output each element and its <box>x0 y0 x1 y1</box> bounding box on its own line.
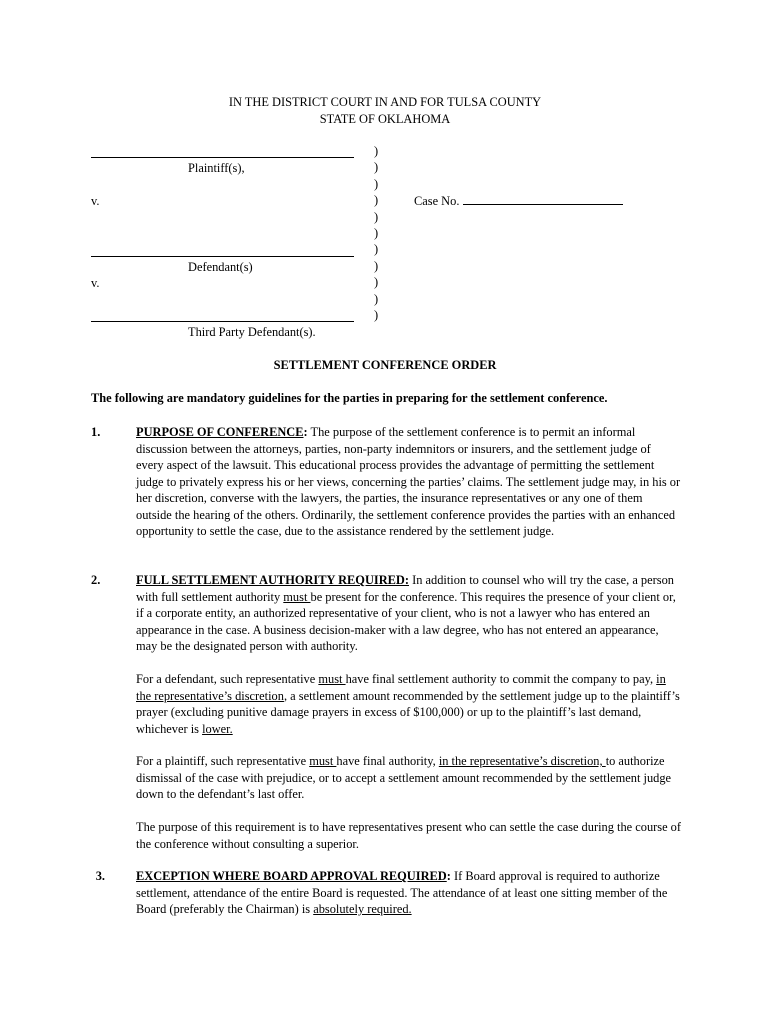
paren: ) <box>374 275 379 290</box>
versus-label-2: v. <box>91 276 100 290</box>
paren: ) <box>374 226 379 241</box>
section-text: to authorize dismissal of the case with prejudice, or to accept a settlement amount recommended by the settlement judge down to the defendant’s last offer. <box>136 754 672 801</box>
heading-colon: : <box>303 425 308 439</box>
emphasis-text: in the representative’s discretion <box>136 672 666 703</box>
defendant-name-line[interactable] <box>91 256 354 257</box>
section-authority <box>136 572 681 655</box>
paren: ) <box>374 291 379 306</box>
paren: ) <box>374 144 379 158</box>
intro-statement: The following are mandatory guidelines for the parties in preparing for the settlement conference. <box>91 391 608 405</box>
section-text: have final settlement authority to commit the company to pay, <box>345 672 657 686</box>
purpose-requirement-paragraph <box>136 819 681 852</box>
section-number: 2. <box>91 573 101 587</box>
emphasis-text: absolutely required. <box>313 902 412 916</box>
heading-colon: : <box>446 869 451 883</box>
plaintiff-label: Plaintiff(s), <box>188 161 245 175</box>
section-number: 3. <box>95 869 105 883</box>
defendant-representative-paragraph <box>136 671 681 737</box>
paren: ) <box>374 209 379 224</box>
court-name: IN THE DISTRICT COURT IN AND FOR TULSA COUNTY <box>228 95 542 109</box>
court-header <box>0 94 770 128</box>
section-heading: FULL SETTLEMENT AUTHORITY REQUIRED: <box>136 573 409 587</box>
section-text: , a settlement amount recommended by the settlement judge up to the plaintiff’s prayer (excluding punitive damage prayers in excess of $100,000) or up to the plaintiff’s last demand, whichever is <box>136 688 680 736</box>
section-text: be present for the conference. This requires the presence of your client or, if a corporate entity, an authorized representative of your client, who is not a lawyer who has entered an appearance in the case. A business decision-maker with a law degree, who has not entered an appearance, may be the designated person with authority. <box>136 589 676 653</box>
section-text: The purpose of this requirement is to have representatives present who can settle the case during the course of the conference without consulting a superior. <box>136 820 682 851</box>
paren: ) <box>374 308 379 323</box>
section-text: For a plaintiff, such representative <box>136 754 310 768</box>
third-party-name-line[interactable] <box>91 321 354 322</box>
section-text: If Board approval is required to authorize settlement, attendance of the entire Board is requested. The attendance of at least one sitting member of the Board (preferably the Chairman) is <box>136 869 668 916</box>
case-number <box>414 192 623 209</box>
defendant-label: Defendant(s) <box>188 260 253 274</box>
paren: ) <box>374 242 379 257</box>
paren: ) <box>374 160 379 175</box>
third-party-label: Third Party Defendant(s). <box>188 325 316 339</box>
paren: ) <box>374 258 379 273</box>
section-text: have final authority, <box>336 754 439 768</box>
case-number-label: Case No. <box>414 194 460 208</box>
plaintiff-representative-paragraph <box>136 753 681 803</box>
caption-parentheses <box>374 143 378 323</box>
section-heading: EXCEPTION WHERE BOARD APPROVAL REQUIRED <box>136 869 447 883</box>
section-text: In addition to counsel who will try the case, a person with full settlement authority <box>136 573 674 604</box>
emphasis-text: in the representative’s discretion, <box>438 754 606 768</box>
versus-label: v. <box>91 194 100 208</box>
emphasis-text: must <box>318 672 346 686</box>
section-text: For a defendant, such representative <box>136 672 319 686</box>
section-board-approval <box>136 868 681 918</box>
emphasis-text: must <box>309 754 337 768</box>
paren: ) <box>374 193 379 208</box>
court-state: STATE OF OKLAHOMA <box>319 112 451 126</box>
emphasis-text: lower. <box>202 721 233 736</box>
paren: ) <box>374 176 379 191</box>
case-number-field[interactable] <box>463 192 623 205</box>
emphasis-text: must <box>283 589 311 604</box>
section-number: 1. <box>91 425 101 439</box>
section-heading: PURPOSE OF CONFERENCE <box>136 425 304 439</box>
section-purpose <box>136 424 681 540</box>
section-text: The purpose of the settlement conference is to permit an informal discussion between the attorneys, parties, non-party indemnitors or insurers, and the settlement judge of every aspect of the lawsuit. This educational process provides the advantage of permitting the settlement judge to privately express his or her views, concerning the parties’ claims. The settlement judge may, in his or her discretion, converse with the lawyers, the parties, the insurance representatives or any one of them outside the hearing of the others. Ordinarily, the settlement conference provides the parties with an enhanced opportunity to settle the case, due to the assistance rendered by the settlement judge. <box>136 425 681 538</box>
plaintiff-name-line[interactable] <box>91 157 354 158</box>
order-title: SETTLEMENT CONFERENCE ORDER <box>273 358 497 372</box>
